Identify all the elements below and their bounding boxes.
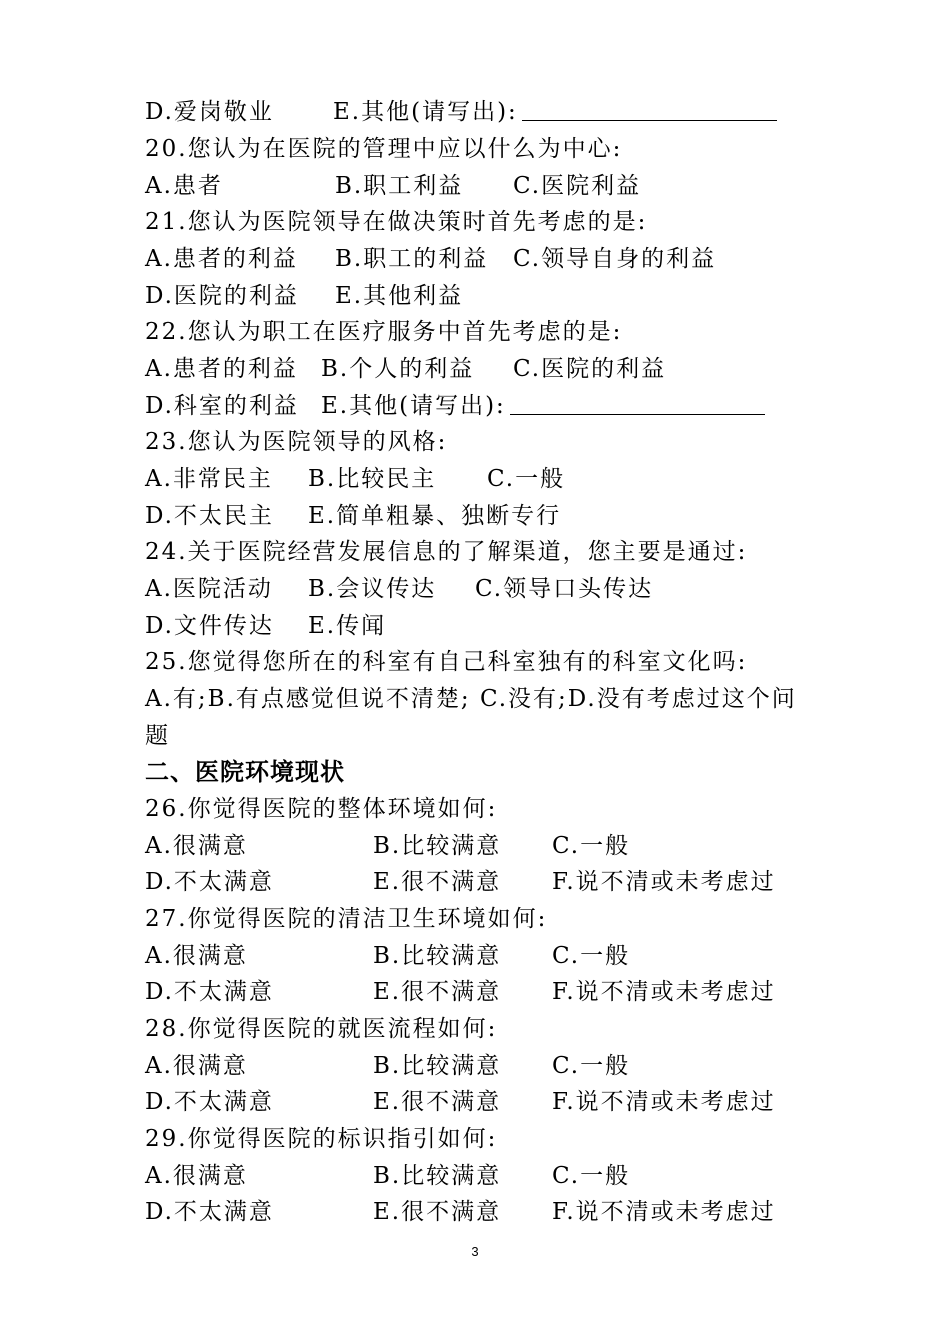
page-number: 3: [471, 1244, 479, 1259]
q28-option-d: D.不太满意: [145, 1089, 274, 1115]
q26-option-c: C.一般: [552, 833, 631, 859]
q29-question: 29.你觉得医院的标识指引如何:: [145, 1126, 498, 1152]
q27-option-e: E.很不满意: [373, 979, 502, 1005]
q25-answer-line1: A.有;B.有点感觉但说不清楚; C.没有;D.没有考虑过这个问: [145, 686, 797, 712]
q22-option-a: A.患者的利益: [145, 356, 298, 382]
q23-option-c: C.一般: [487, 466, 566, 492]
q28-option-b: B.比较满意: [373, 1053, 502, 1079]
q28-option-c: C.一般: [552, 1053, 631, 1079]
q29-option-a: A.很满意: [145, 1163, 248, 1189]
q19-option-e: [333, 94, 777, 130]
q29-option-f: F.说不清或未考虑过: [552, 1199, 776, 1225]
q21-question: 21.您认为医院领导在做决策时首先考虑的是:: [145, 209, 648, 235]
q23-option-d: D.不太民主: [145, 503, 274, 529]
q23-option-e: E.简单粗暴、独断专行: [308, 503, 562, 529]
q29-option-b: B.比较满意: [373, 1163, 502, 1189]
q26-option-d: D.不太满意: [145, 869, 274, 895]
q24-option-c: C.领导口头传达: [475, 576, 654, 602]
q25-question: 25.您觉得您所在的科室有自己科室独有的科室文化吗:: [145, 649, 748, 675]
q27-option-f: F.说不清或未考虑过: [552, 979, 776, 1005]
q20-option-a: A.患者: [145, 173, 223, 199]
q22-question: 22.您认为职工在医疗服务中首先考虑的是:: [145, 319, 623, 345]
q22-option-c: C.医院的利益: [513, 356, 667, 382]
q22-write-in-blank[interactable]: [510, 388, 765, 415]
q21-option-d: D.医院的利益: [145, 283, 299, 309]
q26-option-a: A.很满意: [145, 833, 248, 859]
q23-option-a: A.非常民主: [145, 466, 273, 492]
q27-question: 27.你觉得医院的清洁卫生环境如何:: [145, 906, 548, 932]
q20-option-c: C.医院利益: [513, 173, 642, 199]
q26-option-f: F.说不清或未考虑过: [552, 869, 776, 895]
section-heading: 二、医院环境现状: [145, 758, 345, 786]
q29-option-e: E.很不满意: [373, 1199, 502, 1225]
q23-question: 23.您认为医院领导的风格:: [145, 429, 448, 455]
q29-option-c: C.一般: [552, 1163, 631, 1189]
q26-option-e: E.很不满意: [373, 869, 502, 895]
q27-option-c: C.一般: [552, 943, 631, 969]
q28-option-a: A.很满意: [145, 1053, 248, 1079]
q21-option-e: E.其他利益: [335, 283, 464, 309]
q21-option-a: A.患者的利益: [145, 246, 298, 272]
q22-option-b: B.个人的利益: [321, 356, 475, 382]
q19-write-in-blank[interactable]: [522, 94, 777, 121]
q26-question: 26.你觉得医院的整体环境如何:: [145, 796, 498, 822]
q24-option-b: B.会议传达: [308, 576, 437, 602]
q25-answer-line2: 题: [145, 723, 170, 749]
q19-option-e-label: E.其他(请写出):: [333, 99, 518, 125]
q24-option-d: D.文件传达: [145, 613, 274, 639]
q20-question: 20.您认为在医院的管理中应以什么为中心:: [145, 136, 623, 162]
q19-option-d: D.爱岗敬业: [145, 99, 274, 125]
q22-option-d: D.科室的利益: [145, 393, 299, 419]
q22-option-e: [321, 388, 765, 424]
q21-option-c: C.领导自身的利益: [513, 246, 717, 272]
q20-option-b: B.职工利益: [335, 173, 464, 199]
q28-question: 28.你觉得医院的就医流程如何:: [145, 1016, 498, 1042]
q23-option-b: B.比较民主: [308, 466, 437, 492]
q21-option-b: B.职工的利益: [335, 246, 489, 272]
q24-question: 24.关于医院经营发展信息的了解渠道，您主要是通过:: [145, 539, 748, 565]
q22-option-e-label: E.其他(请写出):: [321, 393, 506, 419]
q27-option-a: A.很满意: [145, 943, 248, 969]
q27-option-b: B.比较满意: [373, 943, 502, 969]
q29-option-d: D.不太满意: [145, 1199, 274, 1225]
q24-option-e: E.传闻: [308, 613, 387, 639]
q27-option-d: D.不太满意: [145, 979, 274, 1005]
q28-option-e: E.很不满意: [373, 1089, 502, 1115]
q28-option-f: F.说不清或未考虑过: [552, 1089, 776, 1115]
q26-option-b: B.比较满意: [373, 833, 502, 859]
q24-option-a: A.医院活动: [145, 576, 273, 602]
